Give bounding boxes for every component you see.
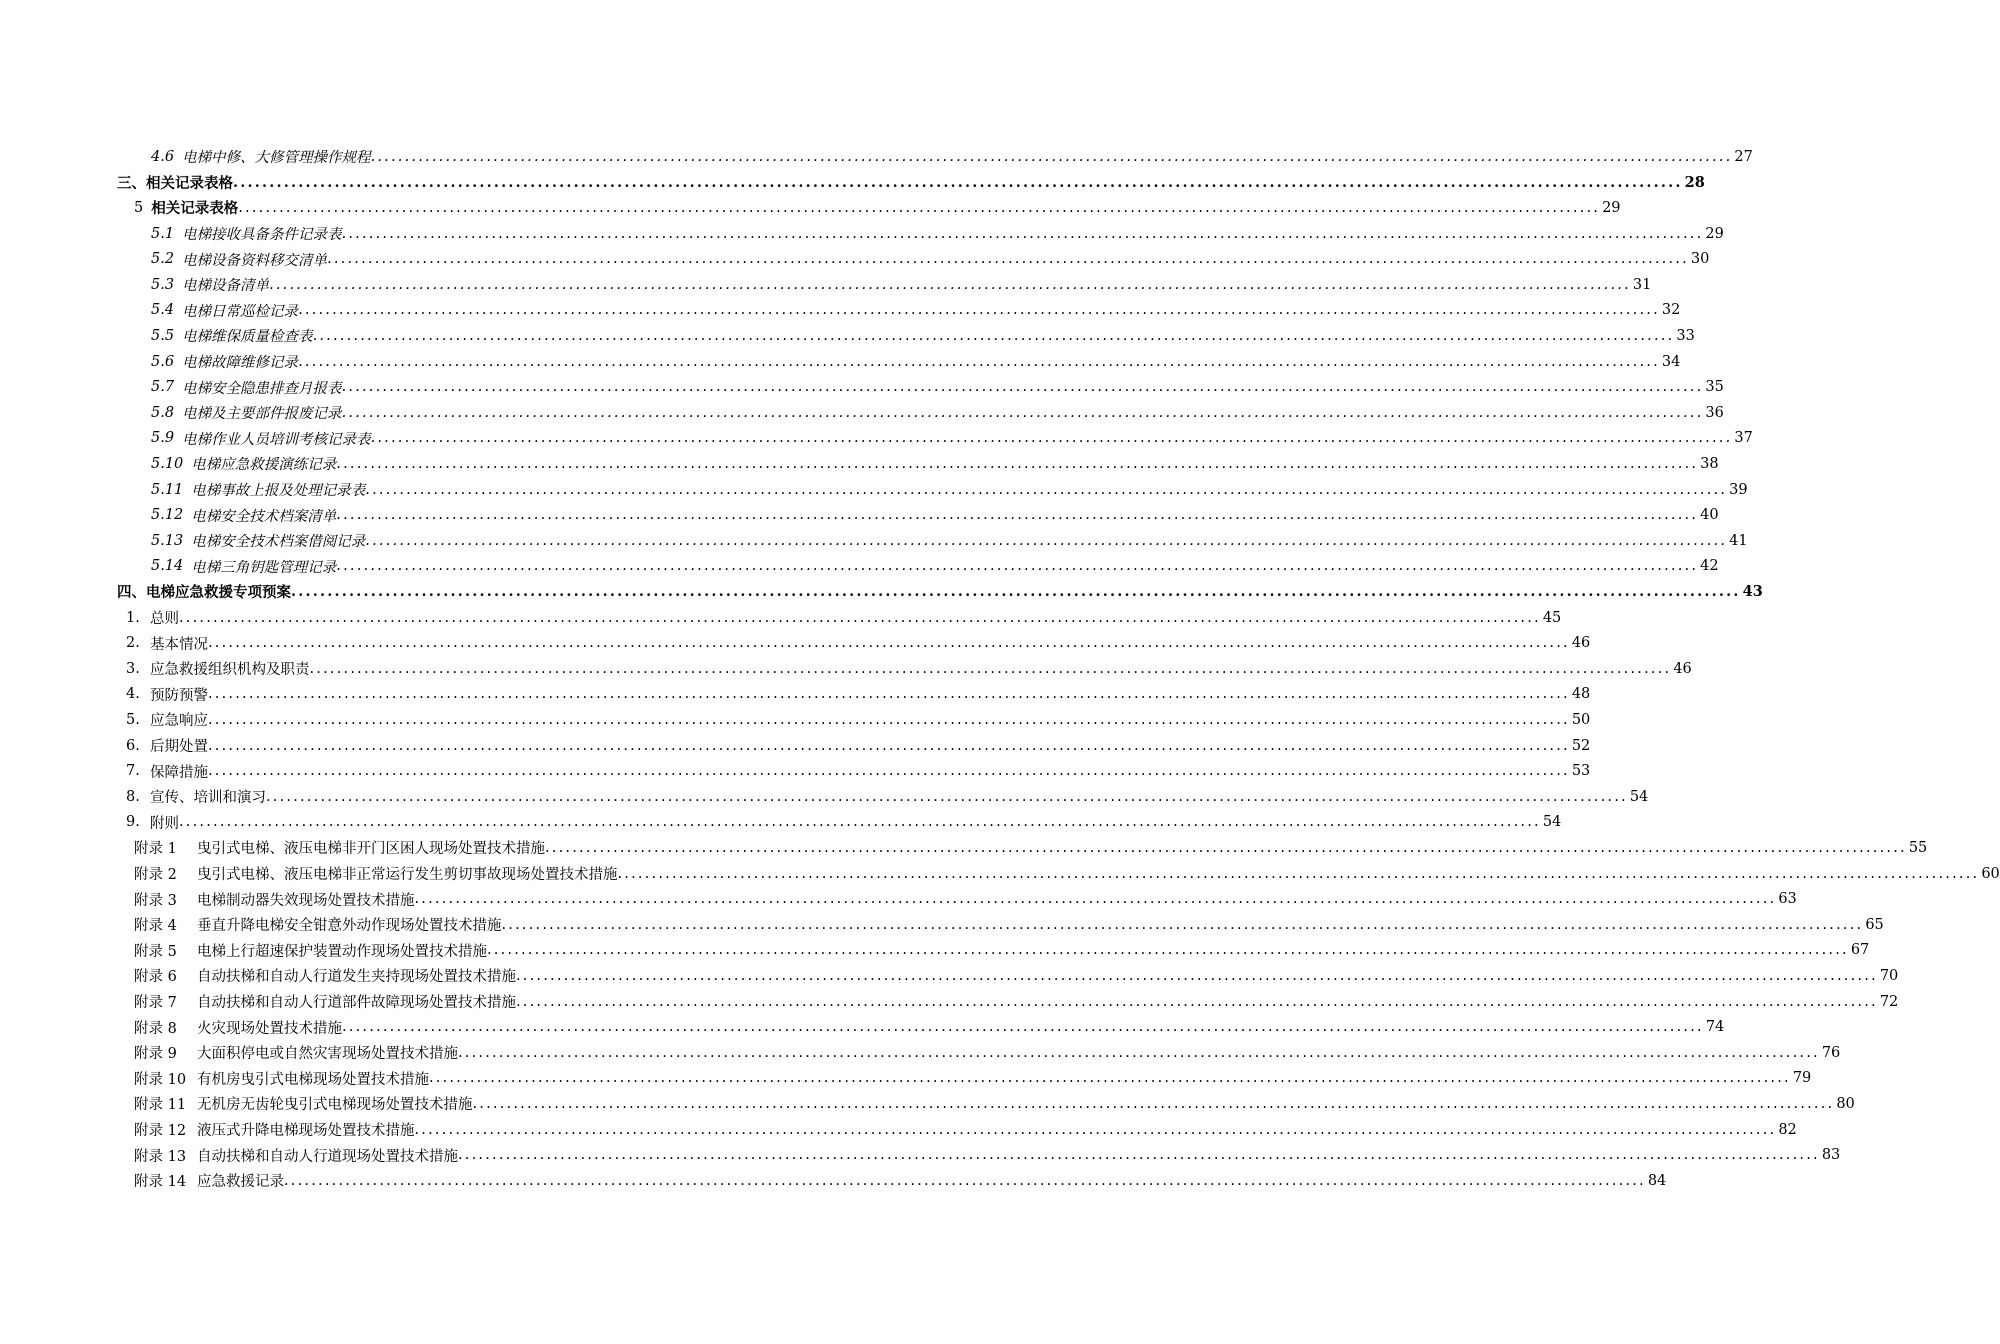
toc-entry-title: 液压式升降电梯现场处置技术措施: [197, 1123, 415, 1140]
toc-entry-number: 5.5: [151, 327, 175, 344]
toc-entry[interactable]: [134, 1142, 1841, 1168]
toc-entry-number: 5.2: [151, 251, 175, 268]
toc-entry-page-number: 83: [1821, 1147, 1841, 1164]
toc-entry-number: 附录 4: [134, 918, 177, 935]
toc-entry-title: 基本情况: [150, 636, 208, 653]
toc-entry-number: 5.1: [151, 225, 175, 242]
toc-entry-number: 4.: [126, 686, 140, 703]
toc-entry[interactable]: [134, 1091, 1855, 1117]
toc-entry-page-number: 74: [1705, 1019, 1725, 1036]
toc-entry[interactable]: [134, 195, 1621, 221]
toc-entry[interactable]: [151, 426, 1753, 452]
toc-entry[interactable]: [126, 630, 1591, 656]
toc-dot-leader: ........................................................................................................................................................................................................: [336, 507, 1699, 524]
toc-entry-title: 电梯安全技术档案清单: [191, 508, 337, 525]
toc-dot-leader: ........................................................................................................................................................................................................: [179, 609, 1541, 626]
toc-entry-number: 5.10: [151, 455, 184, 472]
toc-entry-title: 曳引式电梯、液压电梯非正常运行发生剪切事故现场处置技术措施: [197, 867, 618, 884]
toc-entry[interactable]: [126, 733, 1591, 759]
toc-entry-number: 附录 6: [134, 969, 177, 986]
toc-entry-title: 应急救援组织机构及职责: [150, 662, 310, 679]
toc-entry-number: 5: [134, 199, 144, 216]
toc-entry-title: 附则: [150, 815, 179, 832]
toc-entry-number: 附录 3: [134, 892, 177, 909]
toc-dot-leader: ........................................................................................................................................................................................................: [208, 711, 1570, 728]
toc-entry-page-number: 33: [1676, 327, 1695, 344]
toc-dot-leader: ........................................................................................................................................................................................................: [284, 1172, 1646, 1189]
toc-entry[interactable]: [151, 349, 1681, 375]
toc-dot-leader: ........................................................................................................................................................................................................: [516, 993, 1878, 1010]
toc-entry-title: 相关记录表格: [151, 200, 239, 218]
toc-entry-number: 8.: [126, 788, 140, 805]
toc-entry[interactable]: [151, 221, 1724, 247]
toc-entry-number: 附录 5: [134, 943, 177, 960]
toc-entry[interactable]: [134, 886, 1797, 912]
toc-dot-leader: ........................................................................................................................................................................................................: [233, 173, 1683, 191]
toc-entry-number: 4.6: [151, 148, 175, 165]
toc-entry-page-number: 72: [1879, 993, 1899, 1010]
toc-entry-title: 自动扶梯和自动人行道发生夹持现场处置技术措施: [197, 969, 516, 986]
toc-entry-number: 5.6: [151, 353, 175, 370]
toc-dot-leader: ........................................................................................................................................................................................................: [179, 814, 1541, 831]
toc-entry-number: 5.13: [151, 532, 184, 549]
toc-entry[interactable]: [134, 861, 2000, 887]
toc-dot-leader: ........................................................................................................................................................................................................: [341, 379, 1704, 396]
toc-dot-leader: ........................................................................................................................................................................................................: [458, 1147, 1820, 1164]
toc-dot-leader: ........................................................................................................................................................................................................: [516, 967, 1878, 984]
toc-entry-page-number: 50: [1571, 711, 1591, 728]
toc-entry-page-number: 34: [1661, 353, 1681, 370]
toc-entry-title: 电梯事故上报及处理记录表: [191, 483, 366, 500]
toc-entry-page-number: 36: [1705, 404, 1724, 421]
toc-entry-page-number: 80: [1836, 1095, 1855, 1112]
toc-entry-page-number: 54: [1629, 788, 1649, 805]
toc-entry[interactable]: [126, 707, 1591, 733]
toc-entry[interactable]: [126, 784, 1649, 810]
toc-dot-leader: ........................................................................................................................................................................................................: [291, 583, 1741, 601]
toc-dot-leader: ........................................................................................................................................................................................................: [208, 635, 1570, 652]
toc-entry-page-number: 28: [1684, 173, 1705, 191]
toc-entry-number: 附录 14: [134, 1174, 187, 1191]
toc-entry-number: 5.8: [151, 404, 175, 421]
toc-entry-number: 附录 8: [134, 1020, 177, 1037]
toc-entry-number: 5.9: [151, 430, 175, 447]
toc-entry-number: 附录 1: [134, 841, 177, 858]
toc-entry-number: 5.7: [151, 379, 175, 396]
toc-dot-leader: ........................................................................................................................................................................................................: [312, 327, 1675, 344]
toc-entry-title: 预防预警: [150, 687, 208, 704]
toc-entry-title: 无机房无齿轮曳引式电梯现场处置技术措施: [197, 1097, 473, 1114]
toc-dot-leader: ........................................................................................................................................................................................................: [487, 942, 1849, 959]
toc-entry-number: 附录 12: [134, 1123, 187, 1140]
toc-entry-page-number: 43: [1742, 583, 1763, 601]
toc-entry[interactable]: [126, 682, 1591, 708]
toc-entry-title: 电梯应急救援演练记录: [191, 457, 337, 474]
toc-entry-number: 5.11: [151, 481, 184, 498]
toc-entry-title: 垂直升降电梯安全钳意外动作现场处置技术措施: [197, 918, 502, 935]
toc-dot-leader: ........................................................................................................................................................................................................: [298, 302, 1660, 319]
toc-entry[interactable]: [134, 1040, 1841, 1066]
toc-dot-leader: ........................................................................................................................................................................................................: [208, 737, 1570, 754]
toc-dot-leader: ........................................................................................................................................................................................................: [238, 199, 1601, 216]
toc-entry-page-number: 70: [1879, 967, 1899, 984]
toc-entry-number: 附录 10: [134, 1071, 187, 1088]
toc-entry-page-number: 65: [1865, 916, 1884, 933]
toc-entry-title: 应急救援记录: [197, 1174, 284, 1191]
toc-entry-page-number: 27: [1734, 148, 1753, 165]
toc-entry[interactable]: [151, 298, 1681, 324]
toc-entry-page-number: 46: [1673, 660, 1692, 677]
toc-entry-number: 5.4: [151, 302, 175, 319]
toc-entry-title: 电梯中修、大修管理操作规程: [182, 150, 371, 167]
toc-entry[interactable]: [151, 272, 1652, 298]
toc-entry[interactable]: [134, 1117, 1797, 1143]
toc-dot-leader: ........................................................................................................................................................................................................: [327, 251, 1689, 268]
toc-dot-leader: ........................................................................................................................................................................................................: [370, 148, 1733, 165]
toc-dot-leader: ........................................................................................................................................................................................................: [365, 481, 1728, 498]
toc-entry[interactable]: [134, 963, 1899, 989]
toc-entry-title: 有机房曳引式电梯现场处置技术措施: [197, 1071, 429, 1088]
toc-entry[interactable]: [126, 656, 1692, 682]
toc-entry-page-number: 76: [1821, 1044, 1841, 1061]
toc-entry-page-number: 46: [1571, 635, 1591, 652]
toc-entry[interactable]: [126, 758, 1591, 784]
toc-entry-page-number: 45: [1542, 609, 1562, 626]
toc-dot-leader: ........................................................................................................................................................................................................: [342, 1019, 1704, 1036]
toc-dot-leader: ........................................................................................................................................................................................................: [309, 660, 1672, 677]
toc-entry[interactable]: [126, 605, 1562, 631]
toc-dot-leader: ........................................................................................................................................................................................................: [617, 865, 1980, 882]
toc-entry-page-number: 53: [1571, 763, 1591, 780]
toc-entry-number: 5.12: [151, 507, 184, 524]
toc-dot-leader: ........................................................................................................................................................................................................: [414, 891, 1777, 908]
toc-dot-leader: ........................................................................................................................................................................................................: [341, 404, 1704, 421]
toc-dot-leader: ........................................................................................................................................................................................................: [269, 276, 1631, 293]
toc-entry-number: 9.: [126, 814, 140, 831]
toc-dot-leader: ........................................................................................................................................................................................................: [472, 1095, 1835, 1112]
toc-entry-title: 自动扶梯和自动人行道部件故障现场处置技术措施: [197, 995, 516, 1012]
toc-entry[interactable]: [134, 1168, 1667, 1194]
toc-entry-page-number: 41: [1729, 532, 1748, 549]
toc-entry-page-number: 31: [1632, 276, 1652, 293]
toc-entry-number: 5.3: [151, 276, 175, 293]
toc-entry-title: 后期处置: [150, 739, 208, 756]
toc-entry-number: 附录 2: [134, 867, 177, 884]
toc-entry-page-number: 55: [1908, 839, 1928, 856]
toc-entry-number: 附录 11: [134, 1097, 187, 1114]
toc-entry-page-number: 52: [1571, 737, 1591, 754]
toc-entry-page-number: 63: [1778, 891, 1797, 908]
toc-dot-leader: ........................................................................................................................................................................................................: [370, 430, 1733, 447]
toc-entry-number: 3.: [126, 660, 140, 677]
toc-entry-number: 6.: [126, 737, 140, 754]
toc-entry-number: 附录 7: [134, 995, 177, 1012]
toc-entry-title: 电梯接收具备条件记录表: [182, 227, 342, 244]
toc-entry-title: 电梯三角钥匙管理记录: [191, 559, 337, 576]
toc-entry[interactable]: [134, 1066, 1812, 1092]
toc-entry-page-number: 84: [1647, 1172, 1667, 1189]
toc-dot-leader: ........................................................................................................................................................................................................: [208, 686, 1570, 703]
toc-dot-leader: ........................................................................................................................................................................................................: [336, 558, 1699, 575]
toc-entry-title: 电梯安全隐患排查月报表: [182, 380, 342, 397]
toc-entry-number: 1.: [126, 609, 140, 626]
toc-entry-title: 四、电梯应急救援专项预案: [117, 584, 291, 602]
toc-entry[interactable]: [151, 323, 1695, 349]
toc-entry-title: 电梯及主要部件报废记录: [182, 406, 342, 423]
toc-entry-page-number: 79: [1792, 1070, 1812, 1087]
toc-entry-page-number: 67: [1850, 942, 1870, 959]
toc-entry[interactable]: [117, 170, 1705, 196]
toc-dot-leader: ........................................................................................................................................................................................................: [501, 916, 1864, 933]
toc-entry-page-number: 40: [1700, 507, 1719, 524]
toc-entry-page-number: 30: [1690, 251, 1710, 268]
toc-entry-title: 电梯安全技术档案借阅记录: [191, 534, 366, 551]
toc-entry-title: 大面积停电或自然灾害现场处置技术措施: [197, 1046, 458, 1063]
toc-entry-page-number: 60: [1981, 865, 2000, 882]
toc-entry-title: 应急响应: [150, 713, 208, 730]
toc-entry-title: 保障措施: [150, 764, 208, 781]
toc-dot-leader: ........................................................................................................................................................................................................: [341, 225, 1704, 242]
toc-entry-title: 三、相关记录表格: [117, 174, 233, 192]
toc-entry-page-number: 54: [1542, 814, 1562, 831]
toc-entry-page-number: 32: [1661, 302, 1681, 319]
toc-entry-title: 火灾现场处置技术措施: [197, 1020, 342, 1037]
toc-entry[interactable]: [117, 579, 1763, 605]
toc-dot-leader: ........................................................................................................................................................................................................: [458, 1044, 1820, 1061]
toc-entry-number: 2.: [126, 635, 140, 652]
toc-entry[interactable]: [134, 835, 1928, 861]
toc-dot-leader: ........................................................................................................................................................................................................: [298, 353, 1660, 370]
toc-entry[interactable]: [151, 451, 1719, 477]
toc-entry-page-number: 35: [1705, 379, 1724, 396]
toc-dot-leader: ........................................................................................................................................................................................................: [266, 788, 1628, 805]
toc-entry[interactable]: [151, 502, 1719, 528]
toc-entry-page-number: 38: [1700, 455, 1719, 472]
toc-entry-page-number: 48: [1571, 686, 1591, 703]
toc-entry-page-number: 29: [1705, 225, 1724, 242]
toc-entry[interactable]: [134, 938, 1870, 964]
toc-entry-page-number: 29: [1602, 199, 1621, 216]
toc-entry[interactable]: [151, 144, 1753, 170]
toc-entry-title: 电梯设备资料移交清单: [182, 252, 328, 269]
toc-dot-leader: ........................................................................................................................................................................................................: [365, 532, 1728, 549]
toc-dot-leader: ........................................................................................................................................................................................................: [414, 1121, 1777, 1138]
toc-entry-title: 电梯上行超速保护装置动作现场处置技术措施: [197, 943, 487, 960]
toc-entry[interactable]: [151, 554, 1719, 580]
toc-entry-page-number: 42: [1700, 558, 1719, 575]
toc-entry-number: 附录 13: [134, 1148, 187, 1165]
toc-entry-title: 电梯日常巡检记录: [182, 303, 299, 320]
toc-entry-title: 电梯作业人员培训考核记录表: [182, 431, 371, 448]
toc-entry-title: 曳引式电梯、液压电梯非开门区困人现场处置技术措施: [197, 841, 545, 858]
toc-dot-leader: ........................................................................................................................................................................................................: [545, 839, 1907, 856]
toc-dot-leader: ........................................................................................................................................................................................................: [208, 763, 1570, 780]
toc-entry-page-number: 82: [1778, 1121, 1797, 1138]
toc-entry[interactable]: [151, 477, 1748, 503]
toc-entry-number: 5.: [126, 711, 140, 728]
toc-entry-number: 5.14: [151, 558, 184, 575]
toc-dot-leader: ........................................................................................................................................................................................................: [336, 455, 1699, 472]
toc-entry[interactable]: [126, 810, 1562, 836]
toc-entry[interactable]: [151, 374, 1724, 400]
toc-entry[interactable]: [134, 912, 1884, 938]
toc-entry-title: 宣传、培训和演习: [150, 790, 266, 807]
toc-entry-title: 电梯维保质量检查表: [182, 329, 313, 346]
toc-entry-title: 电梯设备清单: [182, 278, 270, 295]
toc-entry[interactable]: [151, 528, 1748, 554]
toc-entry-title: 电梯故障维修记录: [182, 355, 299, 372]
toc-entry-number: 7.: [126, 763, 140, 780]
toc-entry-page-number: 39: [1729, 481, 1748, 498]
toc-entry-title: 电梯制动器失效现场处置技术措施: [197, 892, 415, 909]
toc-entry-title: 总则: [150, 611, 179, 628]
toc-entry-number: 附录 9: [134, 1046, 177, 1063]
toc-entry[interactable]: [134, 1014, 1725, 1040]
toc-entry[interactable]: [151, 400, 1724, 426]
toc-entry-title: 自动扶梯和自动人行道现场处置技术措施: [197, 1148, 458, 1165]
toc-entry-page-number: 37: [1734, 430, 1753, 447]
toc-entry[interactable]: [151, 246, 1710, 272]
toc-entry[interactable]: [134, 989, 1899, 1015]
toc-dot-leader: ........................................................................................................................................................................................................: [429, 1070, 1791, 1087]
